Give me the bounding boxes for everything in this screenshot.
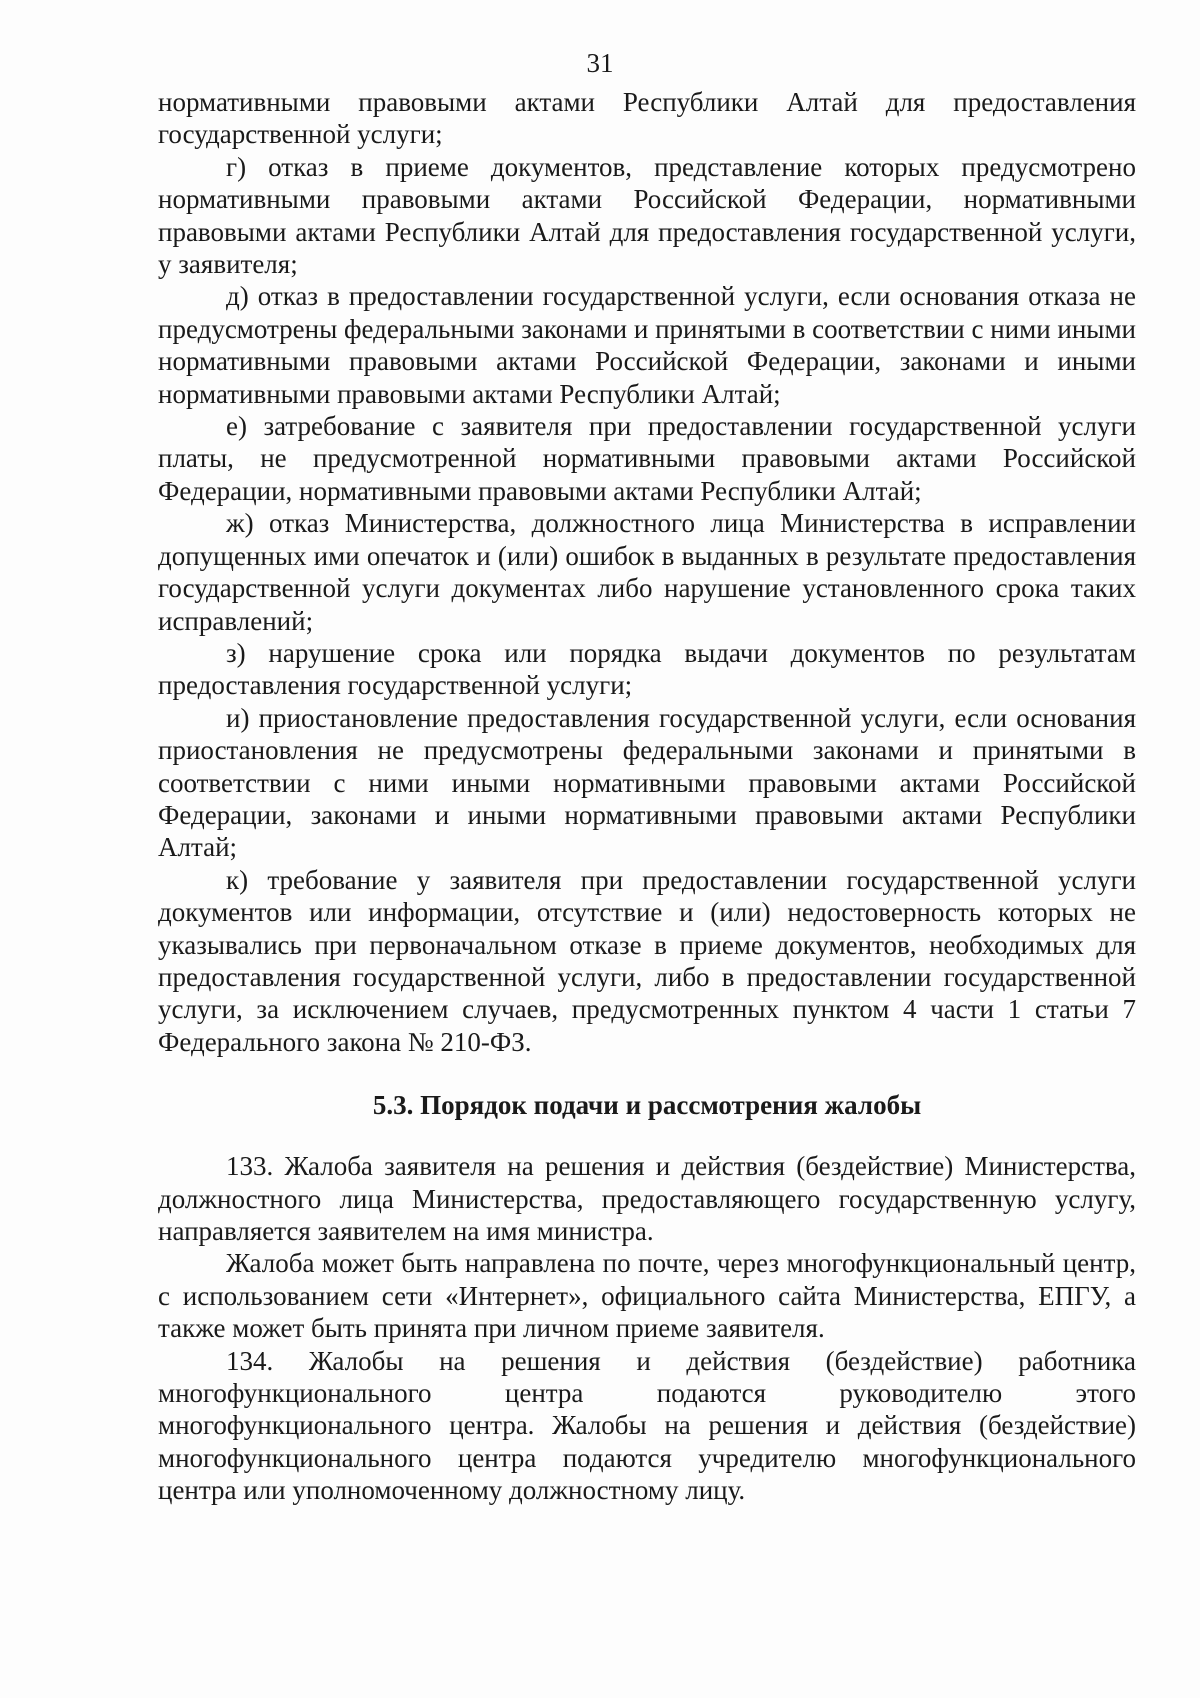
paragraph-item-i: и) приостановление предоставления государственной услуги, если основания приостановления не предусмотрены федеральными законами и принятыми в соответствии с ними иными нормативными правовыми актами Российской Федерации, законами и иными нормативными правовыми актами Республики Алтай;	[158, 702, 1136, 863]
section-heading: 5.3. Порядок подачи и рассмотрения жалобы	[372, 1090, 922, 1121]
document-body	[158, 86, 1136, 1507]
paragraph-item-z: з) нарушение срока или порядка выдачи документов по результатам предоставления государственной услуги;	[158, 637, 1136, 701]
paragraph-complaint-channels: Жалоба может быть направлена по почте, через многофункциональный центр, с использованием сети «Интернет», официального сайта Министерства, ЕПГУ, а также может быть принята при личном приеме заявителя.	[158, 1248, 1136, 1344]
paragraph-134: 134. Жалобы на решения и действия (бездействие) работника многофункционального центра подаются руководителю этого многофункционального центра. Жалобы на решения и действия (бездействие) многофункционального центра подаются учредителю многофункционального центра или уполномоченному должностному лицу.	[158, 1345, 1136, 1506]
paragraph-item-k: к) требование у заявителя при предоставлении государственной услуги документов или информации, отсутствие и (или) недостоверность которых не указывались при первоначальном отказе в приеме документов, необходимых для предоставления государственной услуги, либо в предоставлении государственной услуги, за исключением случаев, предусмотренных пунктом 4 части 1 статьи 7 Федерального закона № 210-ФЗ.	[158, 864, 1136, 1057]
paragraph-item-g: г) отказ в приеме документов, представление которых предусмотрено нормативными правовыми актами Российской Федерации, нормативными правовыми актами Республики Алтай для предоставления государственной услуги, у заявителя;	[158, 151, 1136, 280]
paragraph-133: 133. Жалоба заявителя на решения и действия (бездействие) Министерства, должностного лица Министерства, предоставляющего государственную услугу, направляется заявителем на имя министра.	[158, 1151, 1136, 1246]
paragraph-continuation: нормативными правовыми актами Республики Алтай для предоставления государственной услуги;	[158, 87, 1136, 150]
paragraph-item-e: е) затребование с заявителя при предоставлении государственной услуги платы, не предусмотренной нормативными правовыми актами Российской Федерации, нормативными правовыми актами Республики Алтай;	[158, 411, 1136, 506]
paragraph-item-d: д) отказ в предоставлении государственной услуги, если основания отказа не предусмотрены федеральными законами и принятыми в соответствии с ними иными нормативными правовыми актами Российской Федерации, законами и иными нормативными правовыми актами Республики Алтай;	[158, 281, 1136, 409]
page-number: 31	[586, 48, 614, 78]
paragraph-item-zh: ж) отказ Министерства, должностного лица Министерства в исправлении допущенных ими опечаток и (или) ошибок в выданных в результате предоставления государственной услуги документах либо нарушение установленного срока таких исправлений;	[158, 508, 1136, 636]
